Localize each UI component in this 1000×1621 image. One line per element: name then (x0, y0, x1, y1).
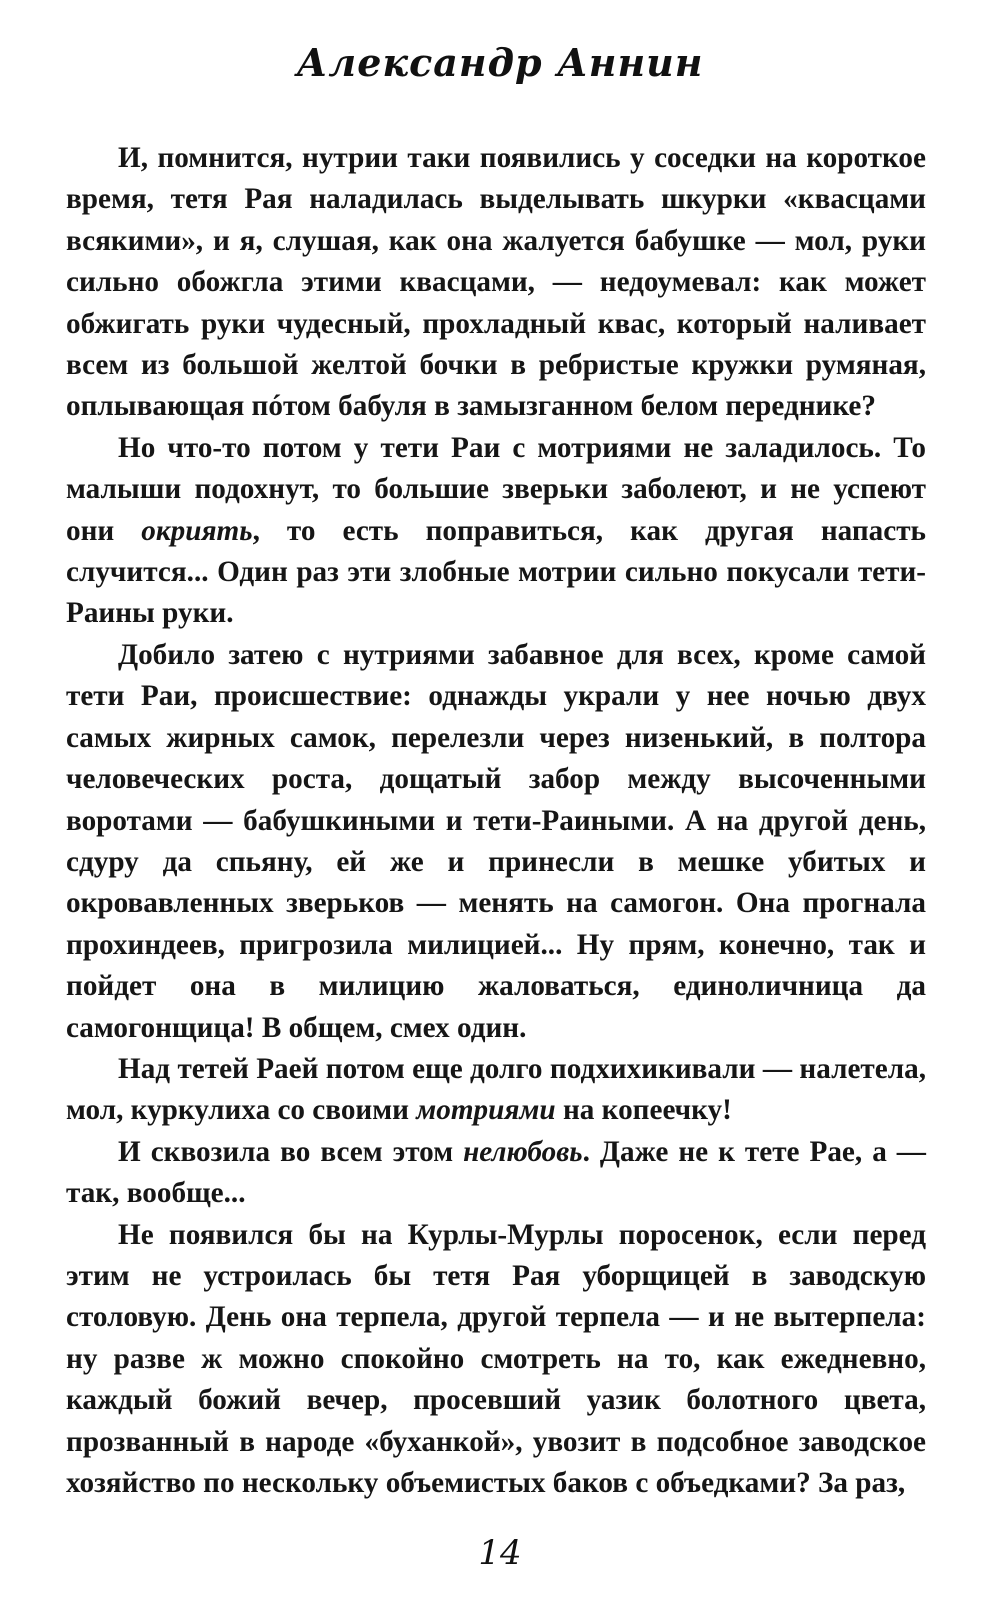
paragraph-5-italic-word: нелюбовь (463, 1135, 583, 1168)
body-text (66, 138, 926, 1504)
paragraph-5 (66, 1132, 926, 1215)
paragraph-4-text-a: Над тетей Раей потом еще долго подхихикивали — налетела, мол, куркулиха со своими (66, 1052, 926, 1127)
paragraph-4 (66, 1049, 926, 1132)
paragraph-6-text: Не появился бы на Курлы-Мурлы поросенок, если перед этим не устроилась бы тетя Рая уборщицей в заводскую столовую. День она терпела, другой терпела — и не вытерпела: ну разве ж можно спокойно смотреть на то, как ежедневно, каждый божий вечер, просевший уазик болотного цвета, прозванный в народе «буханкой», увозит в подсобное заводское хозяйство по нескольку объемистых баков с объедками? За раз, (66, 1218, 926, 1499)
paragraph-3 (66, 635, 926, 1049)
paragraph-4-text-b: на копеечку! (555, 1094, 732, 1127)
paragraph-3-text: Добило затею с нутриями забавное для всех, кроме самой тети Раи, происшествие: однажды украли у нее ночью двух самых жирных самок, перелезли через низенький, в полтора человеческих роста, дощатый забор между высоченными воротами — бабушкиными и тети-Раиными. А на другой день, сдуру да спьяну, ей же и принесли в мешке убитых и окровавленных зверьков — менять на самогон. Она прогнала прохиндеев, пригрозила милицией... Ну прям, конечно, так и пойдет она в милицию жаловаться, единоличница да самогонщица! В общем, смех один. (66, 638, 926, 1044)
running-head-author: Александр Аннин (296, 40, 704, 85)
paragraph-1-text: И, помнится, нутрии таки появились у соседки на короткое время, тетя Рая наладилась выделывать шкурки «квасцами всякими», и я, слушая, как она жалуется бабушке — мол, руки сильно обожгла этими квасцами, — недоумевал: как может обжигать руки чудесный, прохладный квас, который наливает всем из большой желтой бочки в ребристые кружки румяная, оплывающая пóтом бабуля в замызганном белом переднике? (66, 142, 926, 423)
paragraph-2-text-b: , то есть поправиться, как другая напасть случится... Один раз эти злобные мотрии сильно покусали тети-Раины руки. (66, 514, 926, 630)
paragraph-6 (66, 1215, 926, 1505)
paragraph-2 (66, 428, 926, 635)
paragraph-4-italic-word: мотриями (416, 1094, 556, 1127)
paragraph-2-italic-word: окриять (141, 514, 253, 547)
paragraph-1 (66, 138, 926, 428)
paragraph-5-text-a: И сквозила во всем этом (118, 1135, 464, 1168)
paragraph-5-text-b: . Даже не к тете Рае, а — так, вообще... (66, 1135, 926, 1210)
paragraph-2-text-a: Но что-то потом у тети Раи с мотриями не заладилось. То малыши подохнут, то большие зверьки заболеют, и не успеют они (66, 431, 926, 547)
page-number: 14 (478, 1533, 522, 1573)
